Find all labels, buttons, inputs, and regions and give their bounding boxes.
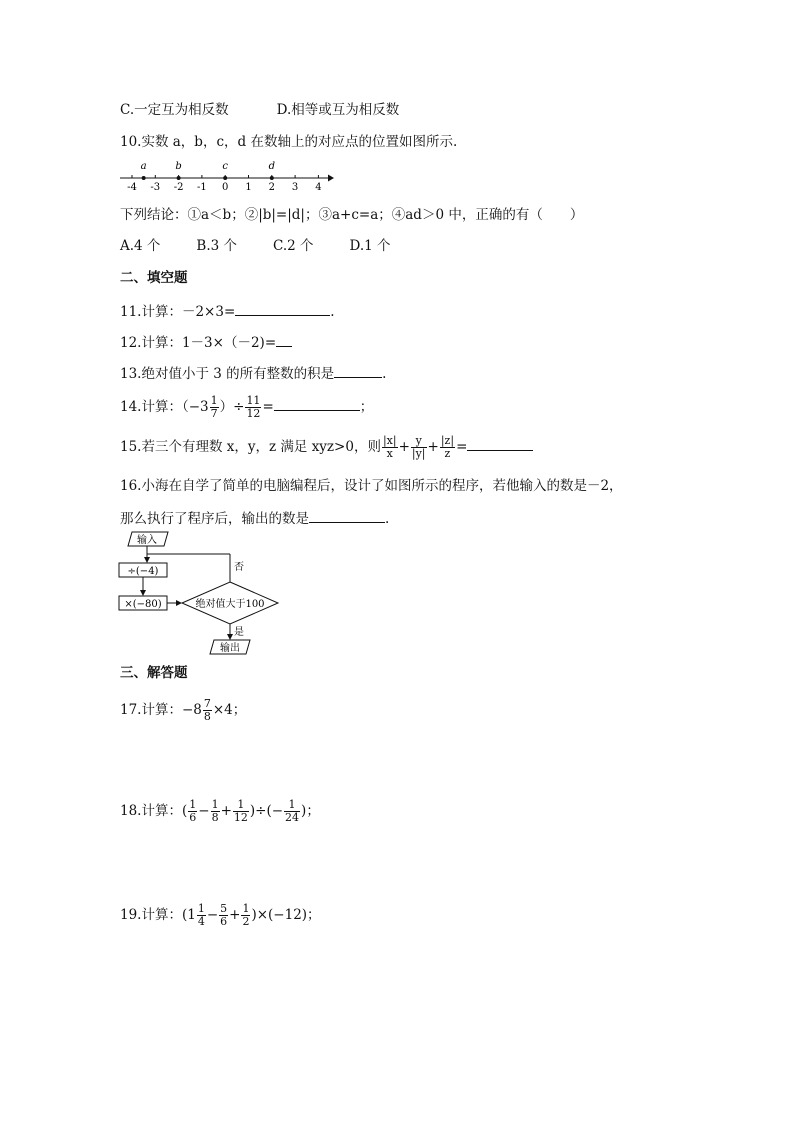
number-line-tick-label: -1 bbox=[197, 182, 207, 193]
q9-option-d: D.相等或互为相反数 bbox=[276, 102, 400, 118]
q10-option-d: D.1 个 bbox=[349, 238, 391, 254]
flow-step1-label: ÷(−4) bbox=[127, 566, 159, 577]
number-line-tick-label: 1 bbox=[245, 182, 252, 193]
q19-a-denominator: 4 bbox=[197, 915, 205, 928]
q10-conclusions: 下列结论：①a＜b；②|b|=|d|；③a+c=a；④ad＞0 中，正确的有（ ） bbox=[120, 207, 584, 223]
number-line-point-b bbox=[177, 176, 181, 180]
q15-fraction-z-denominator: z bbox=[444, 447, 451, 460]
q18-mid: )÷(− bbox=[249, 803, 284, 819]
q18-fraction-d bbox=[284, 799, 300, 824]
q15-fraction-x bbox=[382, 435, 398, 460]
q10-stem: 10.实数 a，b，c，d 在数轴上的对应点的位置如图所示. bbox=[120, 134, 458, 150]
q19-end: )×(−12)； bbox=[251, 907, 321, 923]
q15-fraction-x-denominator: x bbox=[386, 447, 393, 460]
q16-line2 bbox=[120, 508, 389, 528]
q14-prefix: 14.计算：（−3 bbox=[120, 399, 209, 415]
q15 bbox=[120, 432, 533, 462]
number-line bbox=[118, 158, 338, 194]
q18-a-numerator: 1 bbox=[189, 798, 197, 811]
q18-prefix: 18.计算：( bbox=[120, 803, 188, 819]
number-line-point-label-a: a bbox=[140, 161, 147, 172]
number-line-point-c bbox=[223, 176, 227, 180]
flow-yes-label: 是 bbox=[234, 627, 244, 638]
flow-decision-label: 绝对值大于100 bbox=[195, 599, 265, 610]
number-line-tick-label: 0 bbox=[222, 182, 229, 193]
flow-no-label: 否 bbox=[234, 562, 244, 573]
flow-step2-label: ×(−80) bbox=[124, 599, 162, 610]
q15-answer-blank[interactable] bbox=[467, 436, 533, 451]
number-line-tick-label: 3 bbox=[291, 182, 299, 193]
q14-end: ； bbox=[359, 399, 374, 415]
q18-fraction-b bbox=[211, 799, 220, 824]
q17-numerator: 7 bbox=[203, 697, 211, 710]
q14-mixed-denominator: 7 bbox=[210, 407, 218, 420]
q17-prefix: 17.计算：−8 bbox=[120, 702, 202, 718]
q19-c-denominator: 2 bbox=[242, 915, 250, 928]
q18-end: )； bbox=[301, 803, 320, 819]
q10-option-c: C.2 个 bbox=[273, 238, 314, 254]
q14-answer-blank[interactable] bbox=[274, 396, 360, 411]
q14-denominator: 12 bbox=[246, 407, 261, 420]
q13-end: . bbox=[382, 366, 387, 382]
q9-options bbox=[120, 101, 399, 119]
number-line-point-d bbox=[270, 176, 274, 180]
q18-plus: + bbox=[220, 803, 232, 819]
q18-d-denominator: 24 bbox=[285, 811, 300, 824]
q15-plus-2: + bbox=[427, 439, 439, 455]
q17-fraction bbox=[203, 698, 212, 723]
q18-b-denominator: 8 bbox=[211, 811, 219, 824]
q14-mixed-numerator: 1 bbox=[210, 394, 218, 407]
number-line-tick-label: -4 bbox=[127, 182, 137, 193]
number-line-tick-label: -3 bbox=[150, 182, 161, 193]
q10-option-a: A.4 个 bbox=[120, 238, 161, 254]
q18-minus: − bbox=[198, 803, 210, 819]
q18-a-denominator: 6 bbox=[189, 811, 197, 824]
q13-answer-blank[interactable] bbox=[334, 363, 382, 378]
q19-fraction-c bbox=[241, 903, 250, 928]
q15-fraction-z-numerator: |z| bbox=[440, 434, 455, 447]
q18-c-denominator: 12 bbox=[233, 811, 248, 824]
q18-fraction-c bbox=[233, 799, 249, 824]
q15-prefix: 15.若三个有理数 x，y，z 满足 xyz>0，则 bbox=[120, 439, 381, 455]
q12 bbox=[120, 332, 292, 352]
number-line-arrow bbox=[328, 175, 334, 182]
q15-fraction-y-denominator: |y| bbox=[411, 447, 426, 460]
number-line-point-label-b: b bbox=[175, 161, 182, 172]
q19-a-numerator: 1 bbox=[197, 902, 205, 915]
q18 bbox=[120, 796, 320, 826]
program-flowchart bbox=[116, 528, 286, 660]
q15-eq: = bbox=[456, 439, 468, 455]
flow-input-label: 输入 bbox=[137, 535, 157, 546]
number-line-point-a bbox=[142, 176, 146, 180]
number-line-tick-label: 4 bbox=[315, 182, 322, 193]
q16-text: 那么执行了程序后，输出的数是 bbox=[120, 511, 309, 527]
q12-answer-blank[interactable] bbox=[276, 332, 292, 347]
q19-plus: + bbox=[229, 907, 241, 923]
q11-answer-blank[interactable] bbox=[235, 301, 330, 316]
q18-fraction-a bbox=[188, 799, 197, 824]
flow-output-label: 输出 bbox=[220, 643, 240, 654]
q15-fraction-z bbox=[440, 435, 455, 460]
q19-fraction-b bbox=[219, 903, 228, 928]
q15-fraction-x-numerator: |x| bbox=[382, 434, 397, 447]
q13 bbox=[120, 363, 386, 383]
q14-mid: ）÷ bbox=[219, 399, 245, 415]
q15-plus-1: + bbox=[398, 439, 410, 455]
number-line-tick-label: 2 bbox=[268, 182, 275, 193]
q15-fraction-y-numerator: y bbox=[411, 435, 427, 448]
q16-answer-blank[interactable] bbox=[309, 508, 385, 523]
q10-options bbox=[120, 237, 391, 255]
q16-end: . bbox=[385, 511, 390, 527]
q18-c-numerator: 1 bbox=[233, 799, 249, 812]
q14-mixed-fraction bbox=[210, 395, 219, 420]
number-line-point-label-d: d bbox=[268, 161, 276, 172]
q19-prefix: 19.计算：(1 bbox=[120, 907, 196, 923]
q19-fraction-a bbox=[197, 903, 206, 928]
q17 bbox=[120, 695, 246, 725]
q15-fraction-y bbox=[411, 435, 427, 460]
q11-text: 11.计算：－2×3= bbox=[120, 304, 236, 320]
q9-option-c: C.一定互为相反数 bbox=[120, 102, 229, 118]
q14-numerator: 11 bbox=[246, 394, 261, 407]
q19-minus: − bbox=[206, 907, 219, 923]
q12-text: 12.计算：1－3×（－2)= bbox=[120, 335, 277, 351]
q14 bbox=[120, 392, 373, 422]
q19-b-numerator: 5 bbox=[220, 902, 228, 915]
number-line-point-label-c: c bbox=[222, 161, 229, 172]
number-line-tick-label: -2 bbox=[173, 182, 184, 193]
section-title-fill-in: 二、填空题 bbox=[120, 270, 188, 286]
q19 bbox=[120, 900, 321, 930]
section-title-answer: 三、解答题 bbox=[120, 665, 188, 681]
q17-end: ×4； bbox=[212, 702, 247, 718]
q19-c-numerator: 1 bbox=[242, 902, 250, 915]
q17-denominator: 8 bbox=[203, 710, 211, 723]
q18-d-numerator: 1 bbox=[284, 799, 300, 812]
q11 bbox=[120, 301, 335, 321]
q14-fraction bbox=[245, 395, 261, 420]
q16-line1: 16.小海在自学了简单的电脑编程后，设计了如图所示的程序，若他输入的数是－2， bbox=[120, 478, 623, 494]
q19-b-denominator: 6 bbox=[220, 915, 228, 928]
q14-eq: = bbox=[262, 399, 274, 415]
q18-b-numerator: 1 bbox=[211, 798, 219, 811]
q10-option-b: B.3 个 bbox=[196, 238, 238, 254]
q11-end: . bbox=[330, 304, 335, 320]
q13-text: 13.绝对值小于 3 的所有整数的积是 bbox=[120, 366, 335, 382]
